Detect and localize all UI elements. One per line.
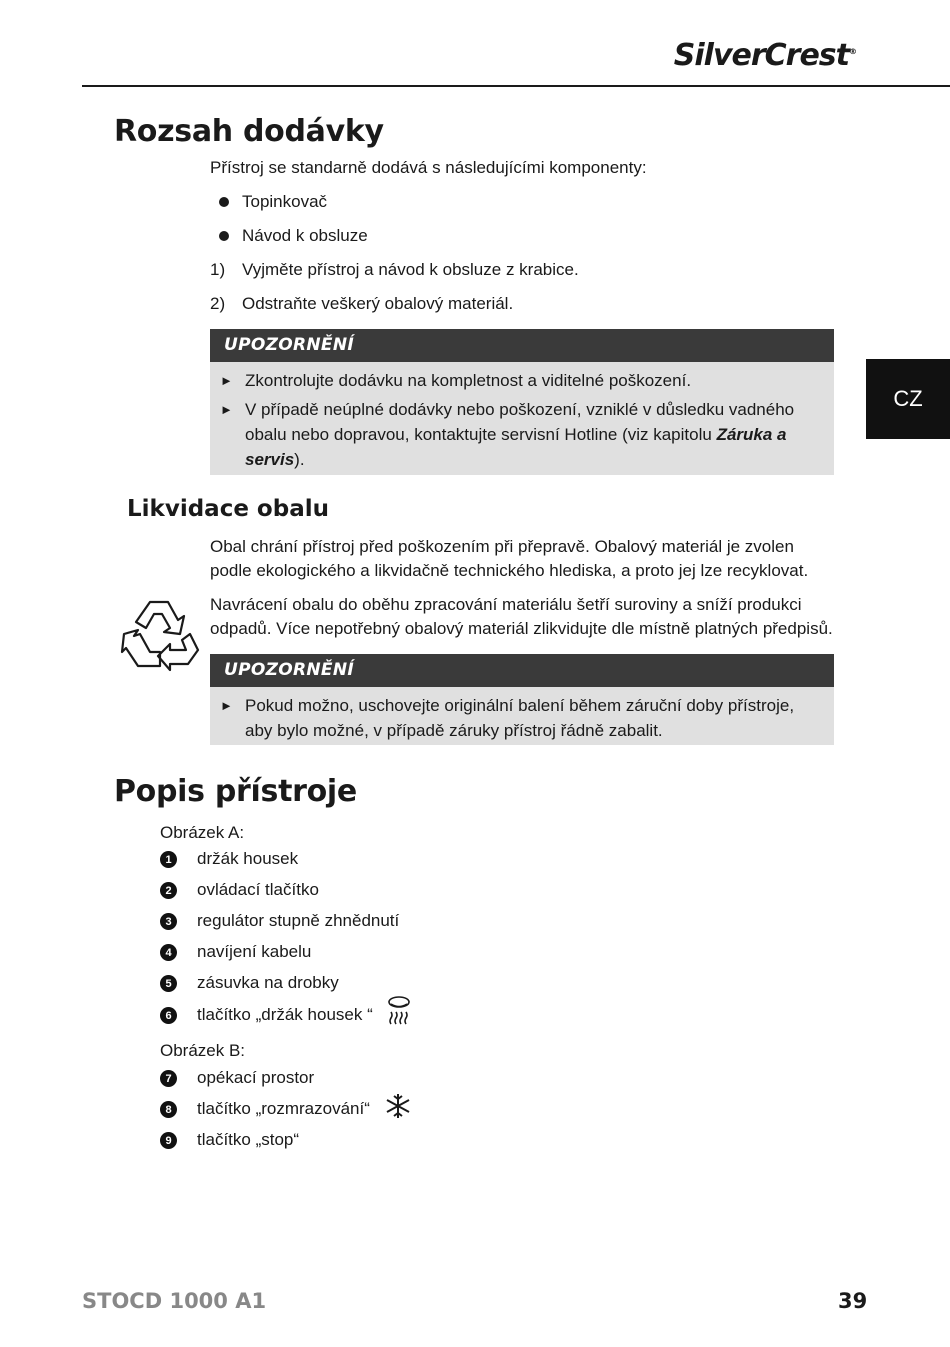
part-label: držák housek xyxy=(197,849,299,868)
warning-box xyxy=(210,654,834,745)
packaging-paragraph: Obal chrání přístroj před poškozením při přepravě. Obalový materiál je zvolen podle ekologického a likvidačně technického hlediska, a proto jej lze recyklovat. xyxy=(210,537,809,580)
warranty-reference: Záruka a servis xyxy=(245,425,787,469)
part-label: navíjení kabelu xyxy=(197,942,312,961)
list-item: Topinkovač xyxy=(242,192,328,211)
arrow-icon: ► xyxy=(220,373,233,388)
footer-model: STOCD 1000 A1 xyxy=(82,1289,267,1313)
bullet-icon xyxy=(219,231,229,241)
number-1-icon: 1 xyxy=(160,851,177,868)
part-label: regulátor stupně zhnědnutí xyxy=(197,911,400,930)
part-label: tlačítko „rozmrazování“ xyxy=(197,1099,370,1118)
part-label: zásuvka na drobky xyxy=(197,973,339,992)
bullet-icon xyxy=(219,197,229,207)
step-number: 2) xyxy=(210,294,226,313)
section-title-description: Popis přístroje xyxy=(114,774,357,809)
part-label: tlačítko „držák housek “ xyxy=(197,1005,373,1024)
number-8-icon: 8 xyxy=(160,1101,177,1118)
number-2-icon: 2 xyxy=(160,882,177,899)
arrow-icon: ► xyxy=(220,698,233,713)
language-tab: CZ xyxy=(866,359,950,439)
figure-label: Obrázek B: xyxy=(160,1041,246,1060)
defrost-snowflake-icon xyxy=(384,1092,412,1120)
part-label: tlačítko „stop“ xyxy=(197,1130,300,1149)
step-text: Odstraňte veškerý obalový materiál. xyxy=(242,294,514,313)
number-7-icon: 7 xyxy=(160,1070,177,1087)
warning-box xyxy=(210,329,834,475)
number-3-icon: 3 xyxy=(160,913,177,930)
part-label: ovládací tlačítko xyxy=(197,880,319,899)
bun-warmer-icon xyxy=(386,995,412,1027)
step-number: 1) xyxy=(210,260,226,279)
step-text: Vyjměte přístroj a návod k obsluze z krabice. xyxy=(242,260,579,279)
header-divider xyxy=(82,85,950,87)
list-item: Návod k obsluze xyxy=(242,226,368,245)
number-4-icon: 4 xyxy=(160,944,177,961)
warning-item: ► Zkontrolujte dodávku na kompletnost a viditelné poškození. xyxy=(210,368,834,393)
number-5-icon: 5 xyxy=(160,975,177,992)
brand-logo: SilverCrest® xyxy=(673,38,856,73)
warning-heading: UPOZORNĚNÍ xyxy=(210,654,834,687)
packaging-paragraph: Navrácení obalu do oběhu zpracování materiálu šetří suroviny a sníží produkci odpadů. Více nepotřebný obalový materiál zlikvidujte dle místně platných předpisů. xyxy=(210,595,833,638)
warning-heading: UPOZORNĚNÍ xyxy=(210,329,834,362)
number-6-icon: 6 xyxy=(160,1007,177,1024)
warning-item: ► V případě neúplné dodávky nebo poškození, vzniklé v důsledku vadného obalu nebo dopravou, kontaktujte servisní Hotline (viz kapitolu Záruka a servis). xyxy=(210,397,834,472)
recycle-icon xyxy=(120,594,204,674)
warning-item: ► Pokud možno, uschovejte originální balení během záruční doby přístroje, aby bylo možné, v případě záruky přístroj řádně zabalit. xyxy=(210,693,834,743)
section-title-packaging: Likvidace obalu xyxy=(127,496,329,522)
page-number: 39 xyxy=(838,1289,868,1313)
arrow-icon: ► xyxy=(220,402,233,417)
number-9-icon: 9 xyxy=(160,1132,177,1149)
delivery-intro: Přístroj se standarně dodává s následujícími komponenty: xyxy=(210,158,647,177)
figure-label: Obrázek A: xyxy=(160,823,245,842)
section-title-delivery: Rozsah dodávky xyxy=(114,114,384,149)
part-label: opékací prostor xyxy=(197,1068,315,1087)
